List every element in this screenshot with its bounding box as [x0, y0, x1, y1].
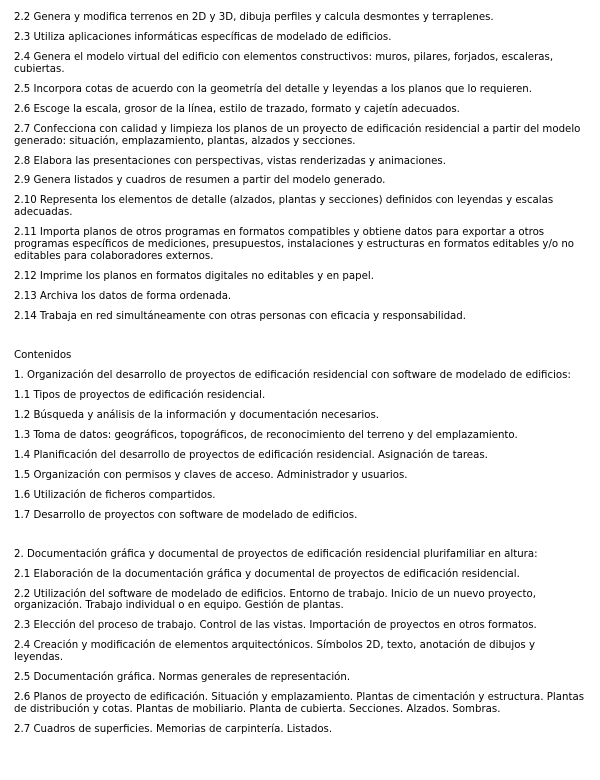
criterion-item: 2.7 Confecciona con calidad y limpieza los planos de un proyecto de edificación residencial a partir del modelo generado: situación, emplazamiento, plantas, alzados y secciones.	[14, 123, 581, 147]
criterion-item: 2.10 Representa los elementos de detalle (alzados, plantas y secciones) definidos con leyendas y escalas adecuadas.	[14, 195, 554, 219]
criterion-item: 2.4 Genera el modelo virtual del edificio con elementos constructivos: muros, pilares, forjados, escaleras, cubiertas.	[14, 51, 554, 75]
list-item: 2.5 Documentación gráfica. Normas generales de representación.	[14, 672, 351, 684]
document-body	[14, 12, 586, 744]
list-item: 1.7 Desarrollo de proyectos con software de modelado de edificios.	[14, 509, 358, 521]
list-item: 1.2 Búsqueda y análisis de la información y documentación necesarios.	[14, 409, 380, 421]
list-item: 1.1 Tipos de proyectos de edificación residencial.	[14, 389, 266, 401]
list-item: 2.3 Elección del proceso de trabajo. Control de las vistas. Importación de proyectos en otros formatos.	[14, 620, 537, 632]
block-1-title: 1. Organización del desarrollo de proyectos de edificación residencial con software de modelado de edificios:	[14, 369, 571, 381]
list-item: 2.4 Creación y modificación de elementos arquitectónicos. Símbolos 2D, texto, anotación de dibujos y leyendas.	[14, 640, 535, 664]
list-item: 2.2 Utilización del software de modelado de edificios. Entorno de trabajo. Inicio de un nuevo proyecto, organización. Trabajo individual o en equipo. Gestión de plantas.	[14, 588, 536, 612]
criterion-item: 2.12 Imprime los planos en formatos digitales no editables y en papel.	[14, 270, 374, 282]
criterion-item: 2.5 Incorpora cotas de acuerdo con la geometría del detalle y leyendas a los planos que lo requieren.	[14, 83, 532, 95]
contents-block-2	[14, 549, 586, 736]
list-item: 1.3 Toma de datos: geográficos, topográficos, de reconocimiento del terreno y del emplazamiento.	[14, 429, 518, 441]
block-2-title: 2. Documentación gráfica y documental de proyectos de edificación residencial plurifamiliar en altura:	[14, 548, 538, 560]
list-item: 2.1 Elaboración de la documentación gráfica y documental de proyectos de edificación residencial.	[14, 568, 520, 580]
contents-block-1	[14, 370, 586, 522]
section-spacer	[14, 530, 586, 549]
contents-heading: Contenidos	[14, 349, 72, 361]
list-item: 1.5 Organización con permisos y claves de acceso. Administrador y usuarios.	[14, 469, 408, 481]
list-item: 1.6 Utilización de ficheros compartidos.	[14, 489, 216, 501]
criterion-item: 2.6 Escoge la escala, grosor de la línea, estilo de trazado, formato y cajetín adecuados.	[14, 103, 460, 115]
list-item: 2.6 Planos de proyecto de edificación. Situación y emplazamiento. Plantas de cimentación y estructura. Plantas de distribución y cotas. Plantas de mobiliario. Planta de cubierta. Secciones. Alzados. Sombras.	[14, 692, 584, 715]
list-item: 2.7 Cuadros de superficies. Memorias de carpintería. Listados.	[14, 723, 333, 735]
list-item: 1.4 Planificación del desarrollo de proyectos de edificación residencial. Asignación de tareas.	[14, 449, 488, 461]
criterion-item: 2.11 Importa planos de otros programas en formatos compatibles y obtiene datos para exportar a otros programas específicos de mediciones, presupuestos, instalaciones y estructuras en formatos editables y/o no editables para colaboradores externos.	[14, 227, 575, 262]
section-spacer	[14, 331, 586, 350]
evaluation-criteria-list	[14, 12, 586, 323]
criterion-item: 2.14 Trabaja en red simultáneamente con otras personas con eficacia y responsabilidad.	[14, 310, 466, 322]
criterion-item: 2.8 Elabora las presentaciones con perspectivas, vistas renderizadas y animaciones.	[14, 155, 446, 167]
criterion-item: 2.13 Archiva los datos de forma ordenada.	[14, 290, 232, 302]
criterion-item: 2.2 Genera y modifica terrenos en 2D y 3D, dibuja perfiles y calcula desmontes y terraplenes.	[14, 12, 494, 23]
criterion-item: 2.3 Utiliza aplicaciones informáticas específicas de modelado de edificios.	[14, 31, 392, 43]
criterion-item: 2.9 Genera listados y cuadros de resumen a partir del modelo generado.	[14, 175, 386, 187]
